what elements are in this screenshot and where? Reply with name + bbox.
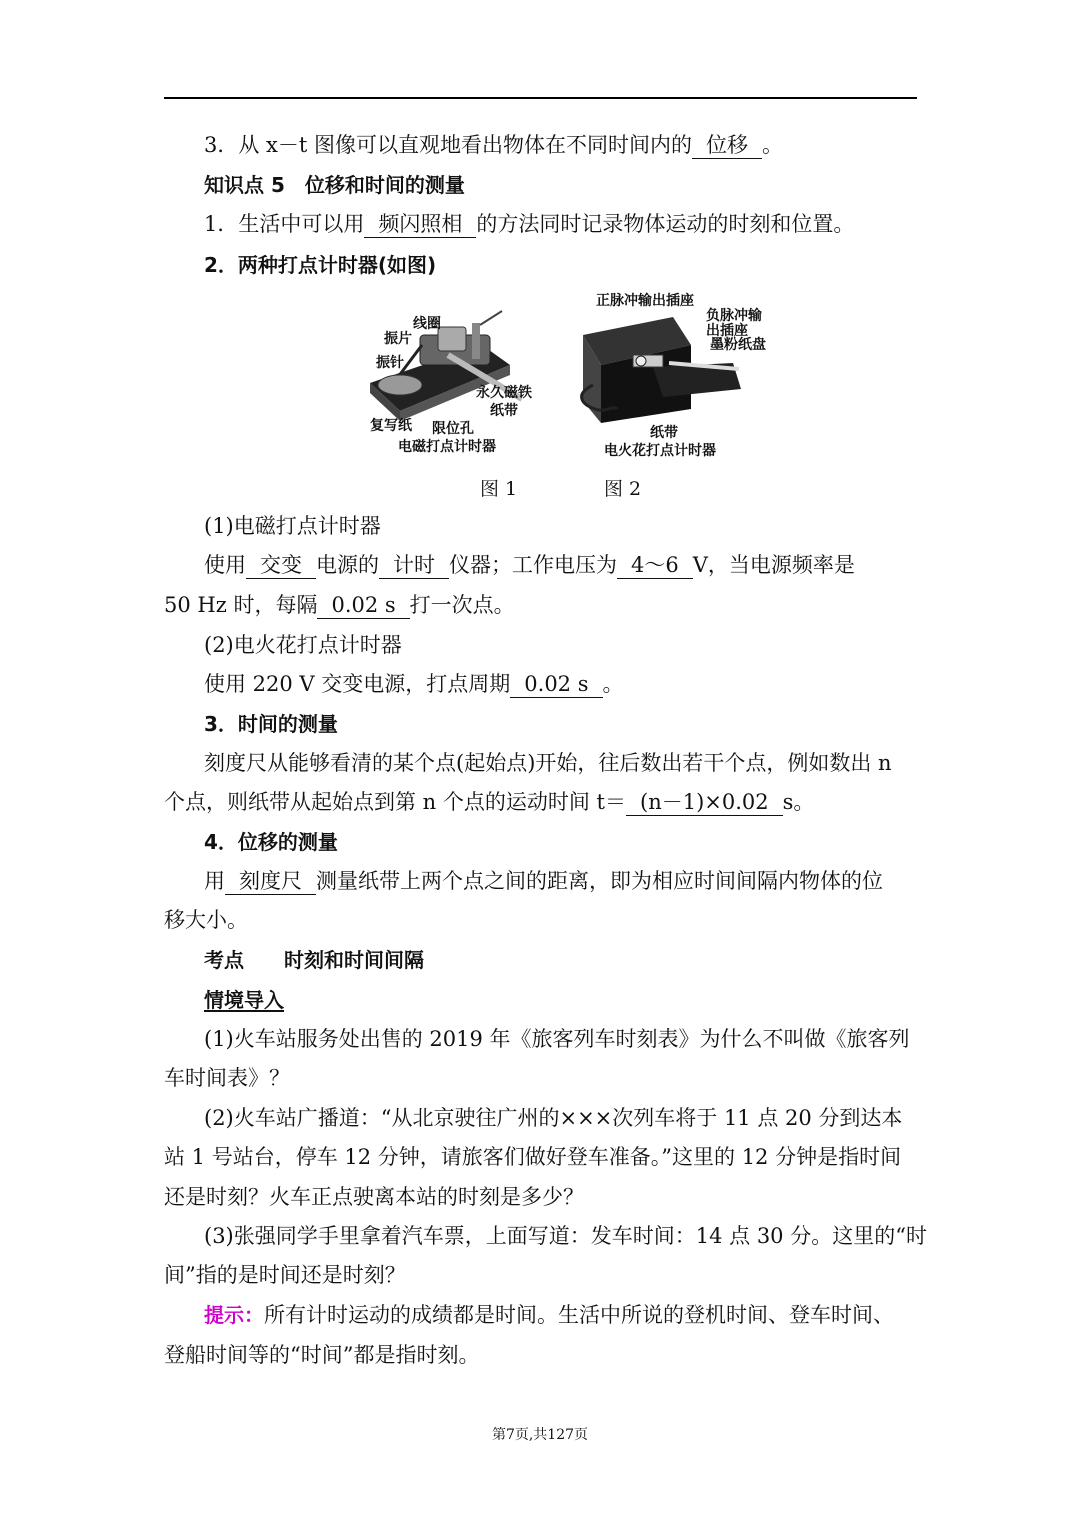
label-negative-socket-2: 出插座 — [706, 323, 748, 339]
label-negative-socket-1: 负脉冲输 — [706, 308, 762, 324]
label-positive-socket: 正脉冲输出插座 — [596, 293, 694, 309]
label-ink-disc: 墨粉纸盘 — [710, 337, 766, 353]
heading-displacement-measure: 4．位移的测量 — [204, 830, 338, 854]
answer-blank: 位移 — [692, 132, 762, 159]
text: 。 — [602, 672, 624, 696]
label-coil: 线圈 — [413, 316, 441, 332]
answer-blank: 频闪照相 — [364, 211, 476, 238]
text: 用 — [204, 869, 225, 893]
text: 3．从 x－t 图像可以直观地看出物体在不同时间内的 — [204, 133, 692, 157]
figure-2-caption: 图 2 — [604, 478, 642, 500]
text: 。 — [762, 133, 783, 157]
hint-text: 所有计时运动的成绩都是时间。生活中所说的登机时间、登车时间、 — [264, 1303, 894, 1327]
text: V，当电源频率是 — [692, 553, 855, 577]
subheading-1: (1)电磁打点计时器 — [204, 514, 381, 538]
text: 电源的 — [316, 553, 379, 577]
question-1-line-2: 车时间表》？ — [164, 1066, 290, 1090]
question-3-line-1: (3)张强同学手里拿着汽车票，上面写道：发车时间：14 点 30 分。这里的“时 — [204, 1224, 927, 1248]
label-carbon-paper: 复写纸 — [370, 418, 412, 434]
question-2-line-3: 还是时刻？火车正点驶离本站的时刻是多少？ — [164, 1185, 584, 1209]
answer-blank: 交变 — [246, 552, 316, 579]
answer-blank: 计时 — [379, 552, 449, 579]
text: 仪器；工作电压为 — [449, 553, 617, 577]
text: 测量纸带上两个点之间的距离，即为相应时间间隔内物体的位 — [316, 869, 883, 893]
answer-blank: (n－1)×0.02 — [626, 789, 783, 816]
scenario-heading: 情境导入 — [204, 988, 284, 1012]
label-limit-hole: 限位孔 — [432, 421, 474, 437]
text: 个点，则纸带从起始点到第 n 个点的运动时间 t＝ — [164, 790, 626, 814]
answer-blank: 4～6 — [617, 552, 693, 579]
figure-1-caption: 图 1 — [480, 478, 518, 500]
text: 1．生活中可以用 — [204, 212, 365, 236]
text: 使用 220 V 交变电源，打点周期 — [204, 672, 511, 696]
paragraph-s2a — [204, 669, 964, 699]
paragraph-xt — [204, 130, 964, 160]
exam-point-heading: 考点 时刻和时间间隔 — [204, 948, 424, 972]
heading-time-measure: 3．时间的测量 — [204, 712, 338, 736]
fig2-title: 电火花打点计时器 — [604, 443, 716, 459]
text: 50 Hz 时，每隔 — [164, 593, 318, 617]
answer-blank: 0.02 s — [510, 671, 602, 698]
hint-line-1 — [204, 1300, 964, 1330]
paragraph-s4b: 移大小。 — [164, 908, 248, 932]
fig1-title: 电磁打点计时器 — [398, 439, 496, 455]
label-magnet: 永久磁铁 — [476, 385, 532, 401]
question-2-line-1: (2)火车站广播道：“从北京驶往广州的×××次列车将于 11 点 20 分到达本 — [204, 1106, 903, 1130]
question-1-line-1: (1)火车站服务处出售的 2019 年《旅客列车时刻表》为什么不叫做《旅客列 — [204, 1027, 910, 1051]
paragraph-s4a — [204, 866, 964, 896]
answer-blank: 0.02 s — [317, 592, 409, 619]
text: 使用 — [204, 553, 246, 577]
hint-label: 提示： — [204, 1303, 264, 1327]
text: 打一次点。 — [409, 593, 515, 617]
label-reed: 振片 — [384, 331, 412, 347]
text: 的方法同时记录物体运动的时刻和位置。 — [476, 212, 855, 236]
question-2-line-2: 站 1 号站台，停车 12 分钟，请旅客们做好登车准备。”这里的 12 分钟是指时间 — [164, 1145, 902, 1169]
paragraph-1 — [204, 209, 964, 239]
text: s。 — [782, 790, 815, 814]
paragraph-s1a — [204, 550, 964, 580]
page-footer: 第7页,共127页 — [491, 1427, 589, 1443]
paragraph-s3a: 刻度尺从能够看清的某个点(起始点)开始，往后数出若干个点，例如数出 n — [204, 751, 892, 775]
paragraph-s3b — [164, 787, 924, 817]
label-needle: 振针 — [376, 355, 404, 371]
label-tape: 纸带 — [650, 425, 678, 441]
header-rule — [164, 97, 917, 99]
hint-line-2: 登船时间等的“时间”都是指时刻。 — [164, 1343, 480, 1367]
section-heading: 知识点 5 位移和时间的测量 — [204, 173, 465, 197]
paragraph-2: 2．两种打点计时器(如图) — [204, 253, 437, 277]
subheading-2: (2)电火花打点计时器 — [204, 633, 402, 657]
question-3-line-2: 间”指的是时间还是时刻？ — [164, 1263, 406, 1287]
answer-blank: 刻度尺 — [225, 868, 316, 895]
paragraph-s1b — [164, 590, 924, 620]
label-tape: 纸带 — [490, 403, 518, 419]
